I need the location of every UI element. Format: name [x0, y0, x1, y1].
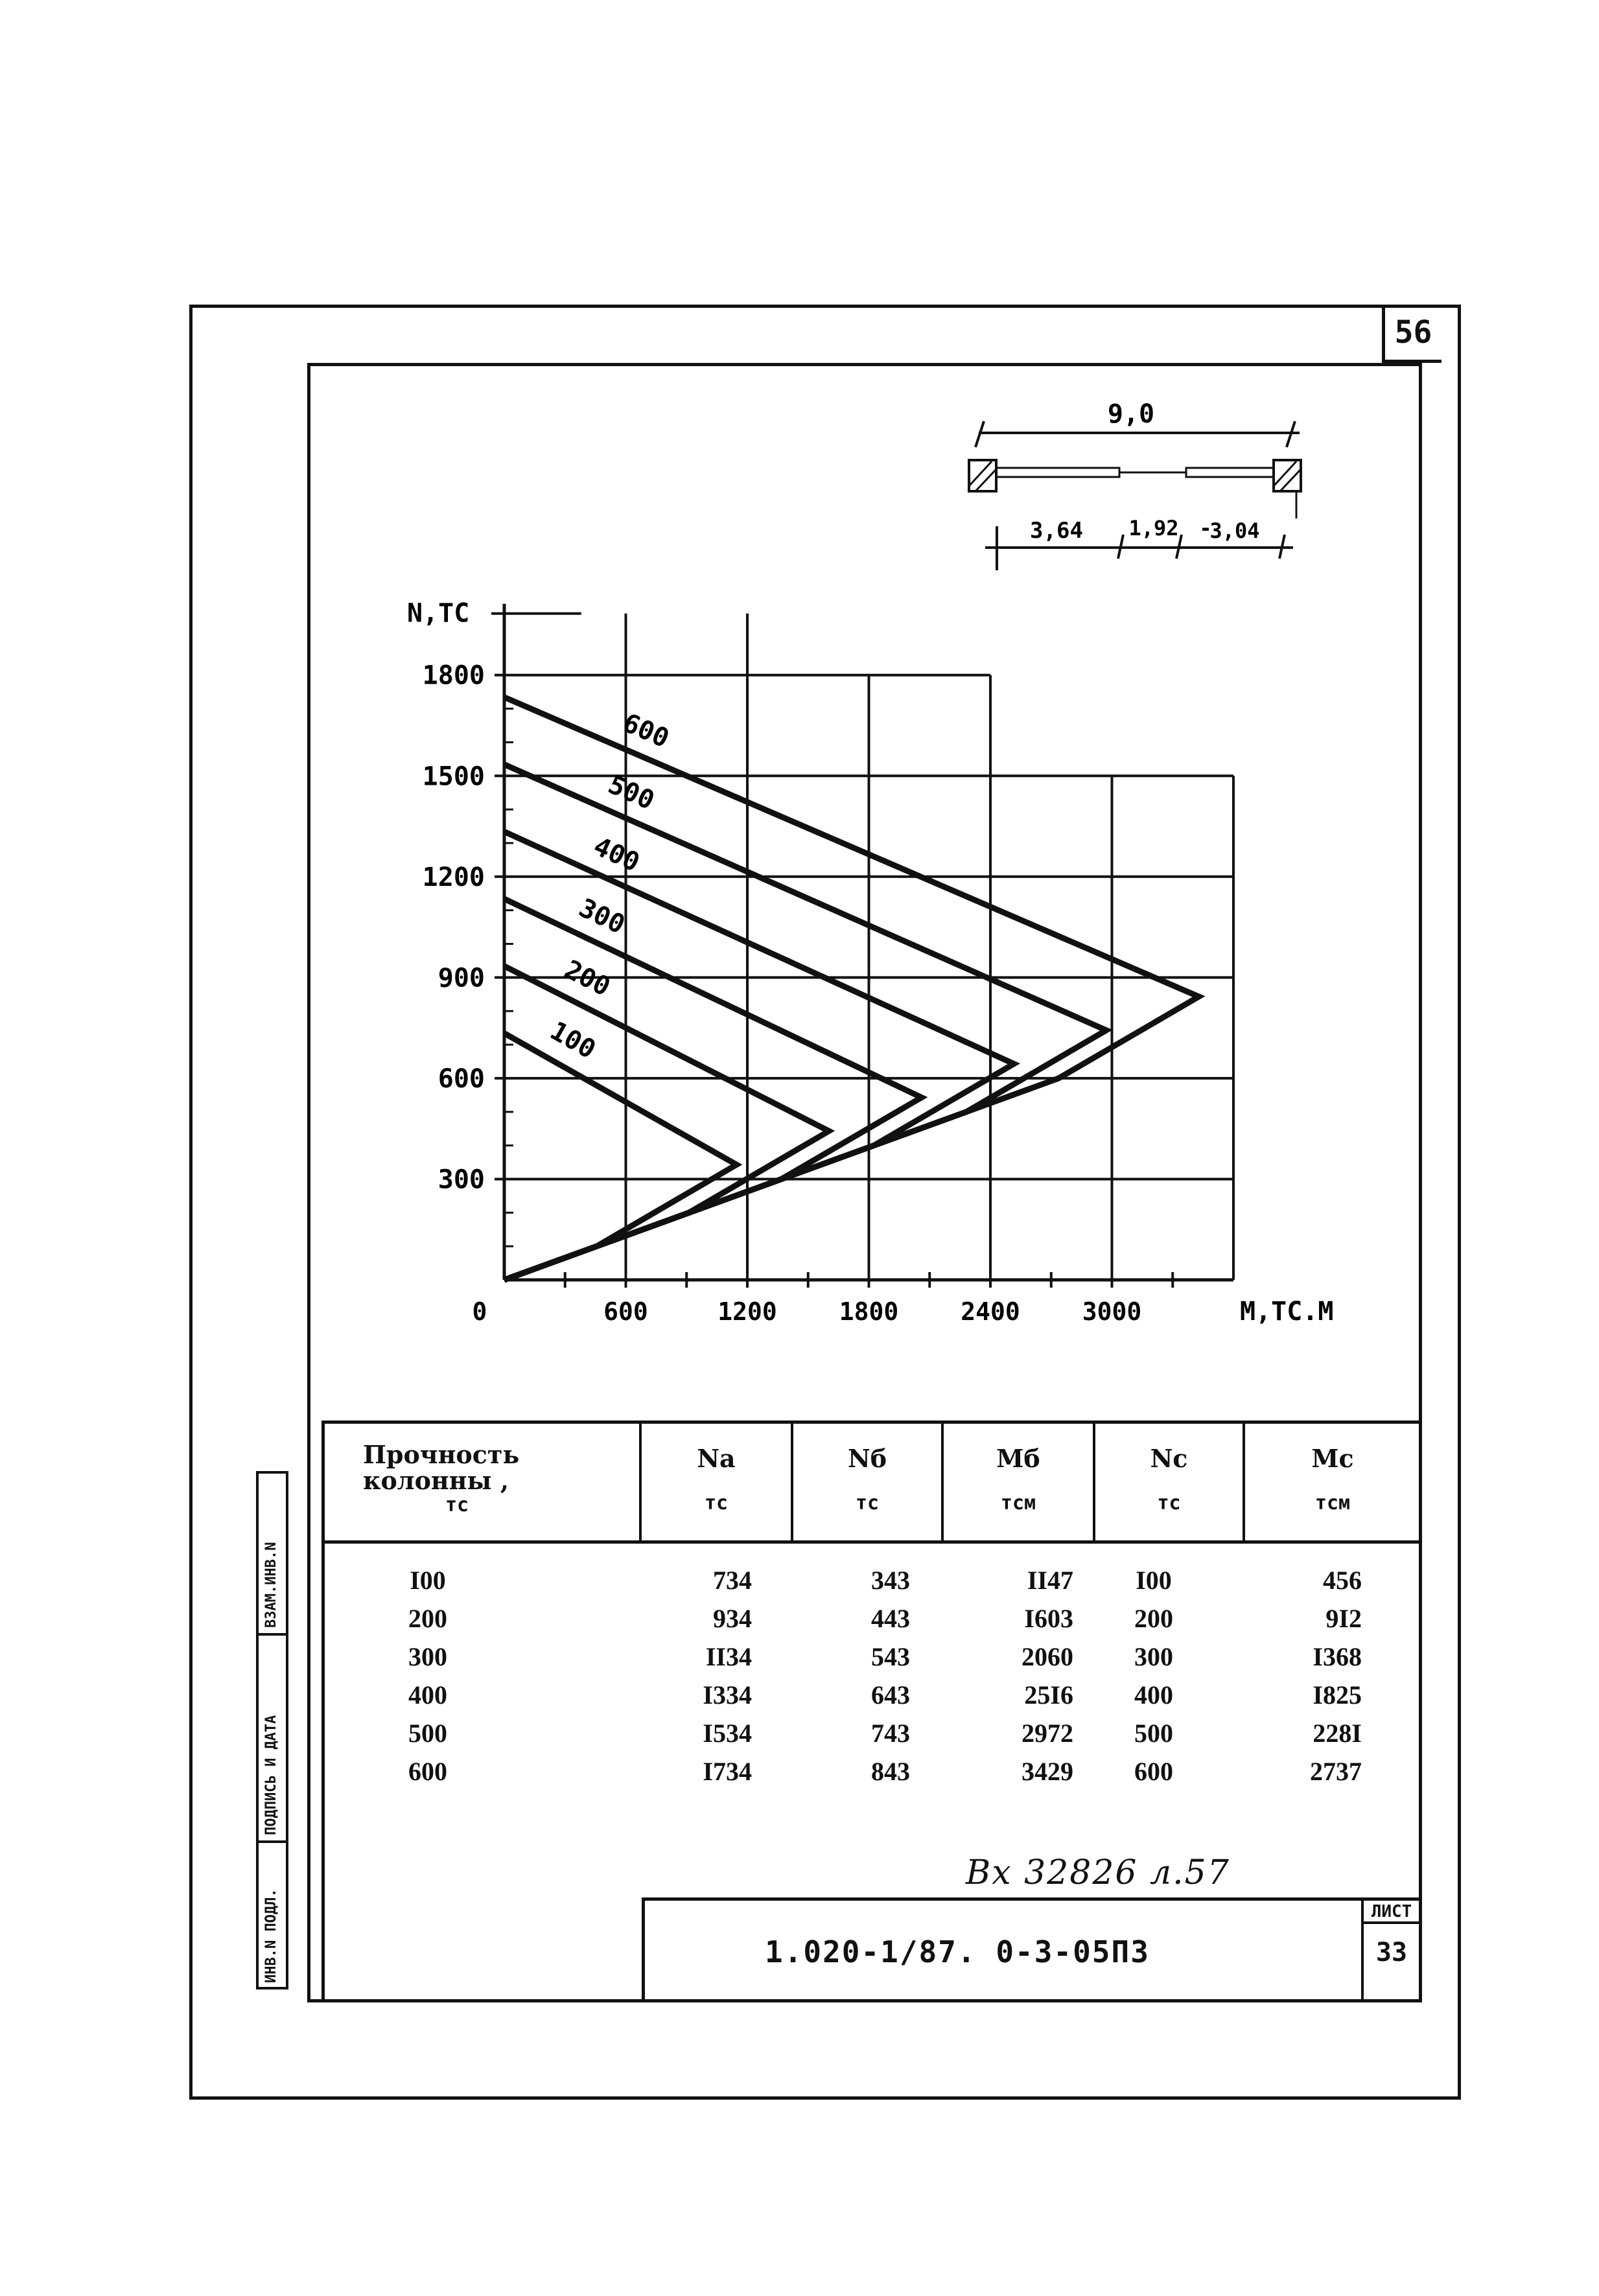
y-axis-label: N,TC — [407, 598, 470, 629]
document-code: 1.020-1/87. 0-3-05ПЗ — [765, 1934, 1150, 1969]
header-mc: Mс — [1311, 1444, 1354, 1473]
table-cell: 300 — [1134, 1642, 1173, 1671]
sheet-label: ЛИСТ — [1362, 1902, 1421, 1924]
inset-hatch-2 — [975, 469, 996, 491]
table-cell: 400 — [1134, 1680, 1173, 1710]
table-top-border — [321, 1421, 1422, 1424]
inset-hatch-3 — [1274, 461, 1296, 486]
series-label-500: 500 — [603, 769, 659, 816]
table-cell: 400 — [408, 1680, 447, 1710]
y-tick-label-600: 600 — [438, 1063, 485, 1094]
y-tick-label-300: 300 — [438, 1165, 485, 1195]
table-col-divider-3 — [941, 1421, 944, 1544]
sheet-number: 33 — [1375, 1938, 1408, 1967]
y-tick-label-1200: 1200 — [422, 862, 485, 892]
table-cell: I603 — [1024, 1604, 1073, 1633]
chart-grid — [407, 599, 1334, 1327]
header-nb: Nб — [847, 1444, 887, 1473]
cross-section-inset — [969, 399, 1301, 570]
inset-wall-left — [996, 468, 1119, 477]
table-cell: I534 — [703, 1719, 752, 1748]
table-cell: I00 — [1136, 1566, 1172, 1595]
table-cell: 2737 — [1310, 1757, 1362, 1786]
table-cell: 500 — [1134, 1719, 1173, 1748]
header-mb-unit: тсм — [1000, 1492, 1036, 1514]
table-cell: II34 — [705, 1642, 752, 1671]
x-tick-label-600: 600 — [603, 1297, 648, 1326]
side-label-replacement-inv: ВЗАМ.ИНВ.N — [263, 1542, 279, 1628]
y-tick-label-900: 900 — [438, 963, 485, 993]
header-strength-line-1: Прочность — [363, 1440, 520, 1469]
table-cell: 300 — [408, 1642, 447, 1671]
table-col-divider-2 — [791, 1421, 793, 1544]
inset-hatch-4 — [1280, 469, 1301, 491]
table-cell: 643 — [871, 1680, 910, 1710]
table-cell: 843 — [871, 1757, 910, 1786]
series-label-200: 200 — [559, 955, 615, 1003]
header-na-unit: тс — [704, 1492, 729, 1514]
side-label-signature-date: ПОДПИСЬ И ДАТА — [263, 1715, 279, 1835]
table-cell: 934 — [713, 1604, 752, 1633]
inset-wall-right — [1186, 468, 1274, 477]
table-header-border — [321, 1540, 1422, 1544]
x-tick-label-2400: 2400 — [961, 1297, 1020, 1326]
inset-total-dim: 9,0 — [1107, 399, 1155, 429]
table-cell: 734 — [713, 1566, 752, 1595]
table-cell: I368 — [1313, 1642, 1362, 1671]
inset-hatch-1 — [969, 461, 992, 486]
header-strength-line-2: колонны , — [363, 1466, 509, 1495]
header-na: Nа — [697, 1444, 736, 1473]
table-cell: 200 — [408, 1604, 447, 1633]
table-cell: I825 — [1313, 1680, 1362, 1710]
series-label-400: 400 — [589, 831, 644, 878]
table-cell: 456 — [1323, 1566, 1362, 1595]
side-label-inv-original: ИНВ.N ПОДЛ. — [263, 1888, 279, 1983]
table-cell: 500 — [408, 1719, 447, 1748]
y-tick-label-1500: 1500 — [422, 761, 485, 792]
inset-right-support — [1274, 460, 1301, 491]
header-nc-unit: тс — [1157, 1492, 1181, 1514]
series-line-500 — [504, 765, 1106, 1280]
table-cell: 200 — [1134, 1604, 1173, 1633]
handwritten-incoming-note: Вх 32826 л.57 — [966, 1853, 1230, 1892]
table-cell: I00 — [410, 1566, 446, 1595]
side-strip-divider-2 — [256, 1840, 288, 1843]
table-cell: 3429 — [1021, 1757, 1073, 1786]
table-cell: 600 — [408, 1757, 447, 1786]
table-col-divider-5 — [1243, 1421, 1245, 1544]
y-tick-label-1800: 1800 — [422, 660, 485, 691]
table-cell: II47 — [1027, 1566, 1073, 1595]
inset-dim-1: 3,64 — [1030, 518, 1083, 544]
series-line-300 — [504, 899, 922, 1280]
series-line-100 — [504, 1033, 736, 1280]
inset-dim-3: 3,04 — [1209, 518, 1260, 543]
header-nb-unit: тс — [855, 1492, 880, 1514]
table-cell: 743 — [871, 1719, 910, 1748]
header-strength-unit: тс — [445, 1494, 469, 1516]
header-mb: Mб — [996, 1444, 1040, 1473]
table-cell: I734 — [703, 1757, 752, 1786]
inset-dim-2: 1,92 — [1128, 516, 1179, 540]
table-cell: 600 — [1134, 1757, 1173, 1786]
table-col-divider-1 — [639, 1421, 642, 1544]
series-label-300: 300 — [574, 893, 630, 940]
inset-left-support — [969, 460, 996, 491]
x-tick-label-1200: 1200 — [718, 1297, 777, 1326]
top-sheet-number: 56 — [1382, 305, 1441, 363]
table-cell: 2060 — [1021, 1642, 1073, 1671]
side-strip-divider-1 — [256, 1633, 288, 1636]
header-mc-unit: тсм — [1314, 1492, 1351, 1514]
header-nc: Nс — [1150, 1444, 1188, 1473]
x-tick-label-1800: 1800 — [839, 1297, 899, 1326]
table-cell: I334 — [703, 1680, 752, 1710]
table-left-border — [321, 1421, 325, 2002]
table-cell: 543 — [871, 1642, 910, 1671]
x-tick-label-3000: 3000 — [1082, 1297, 1142, 1326]
origin-label: 0 — [472, 1297, 487, 1326]
table-cell: 343 — [871, 1566, 910, 1595]
series-label-600: 600 — [618, 708, 673, 754]
series-label-100: 100 — [545, 1015, 601, 1065]
table-cell: 25I6 — [1024, 1680, 1073, 1710]
table-cell: 443 — [871, 1604, 910, 1633]
table-cell: 2972 — [1021, 1719, 1073, 1748]
table-cell: 9I2 — [1325, 1604, 1362, 1633]
table-col-divider-4 — [1093, 1421, 1095, 1544]
chart-series — [504, 697, 1199, 1280]
table-cell: 228I — [1313, 1719, 1362, 1748]
x-axis-label: M,TC.M — [1240, 1297, 1334, 1327]
inset-minus-sign: - — [1199, 516, 1212, 540]
